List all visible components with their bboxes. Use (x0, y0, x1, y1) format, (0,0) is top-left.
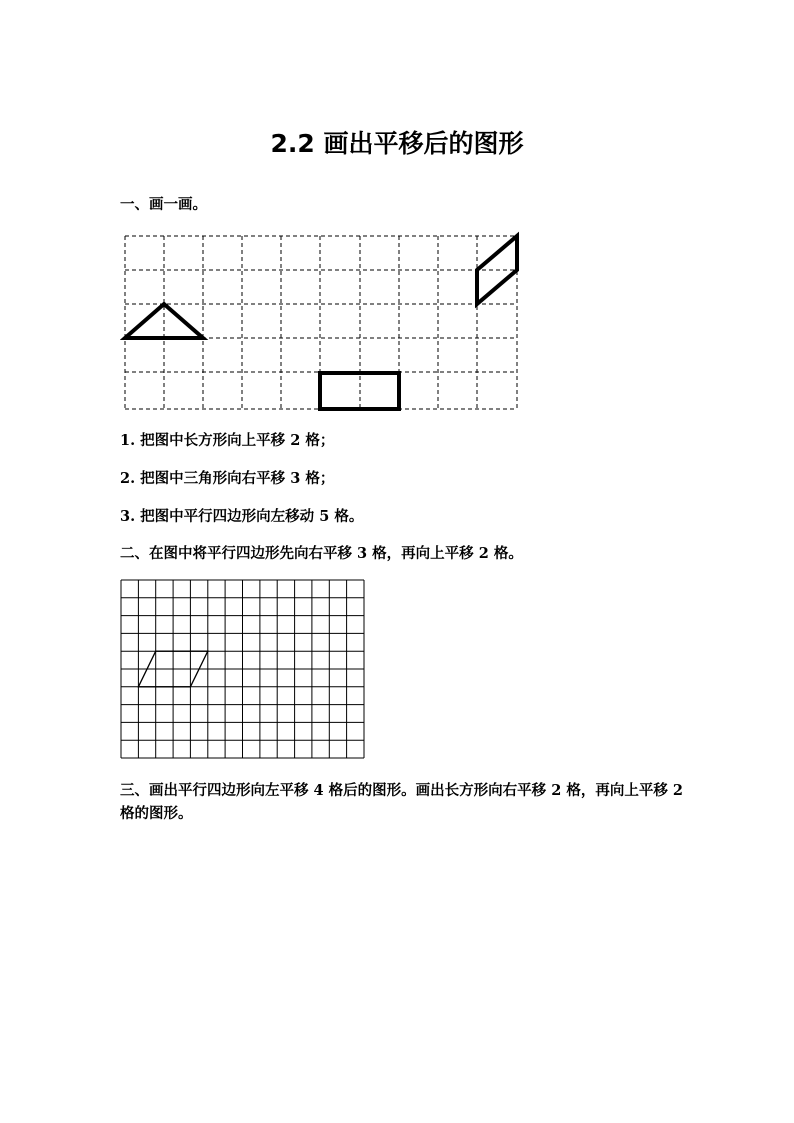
square-grid-figure (119, 578, 367, 762)
page-title: 2.2 画出平移后的图形 (270, 129, 524, 158)
section-1-heading: 一、画一画。 (120, 196, 207, 213)
square-grid (121, 580, 364, 758)
section-1-item-3: 3. 把图中平行四边形向左移动 5 格。 (120, 508, 364, 525)
section-2-heading: 二、在图中将平行四边形先向右平移 3 格，再向上平移 2 格。 (120, 545, 523, 562)
section-1-item-2: 2. 把图中三角形向右平移 3 格； (120, 470, 335, 487)
section-3-text: 三、画出平行四边形向左平移 4 格后的图形。画出长方形向右平移 2 格，再向上平移 2 格的图形。 (120, 782, 684, 822)
dashed-grid-figure (120, 231, 522, 414)
section-1-item-1: 1. 把图中长方形向上平移 2 格； (120, 432, 335, 449)
